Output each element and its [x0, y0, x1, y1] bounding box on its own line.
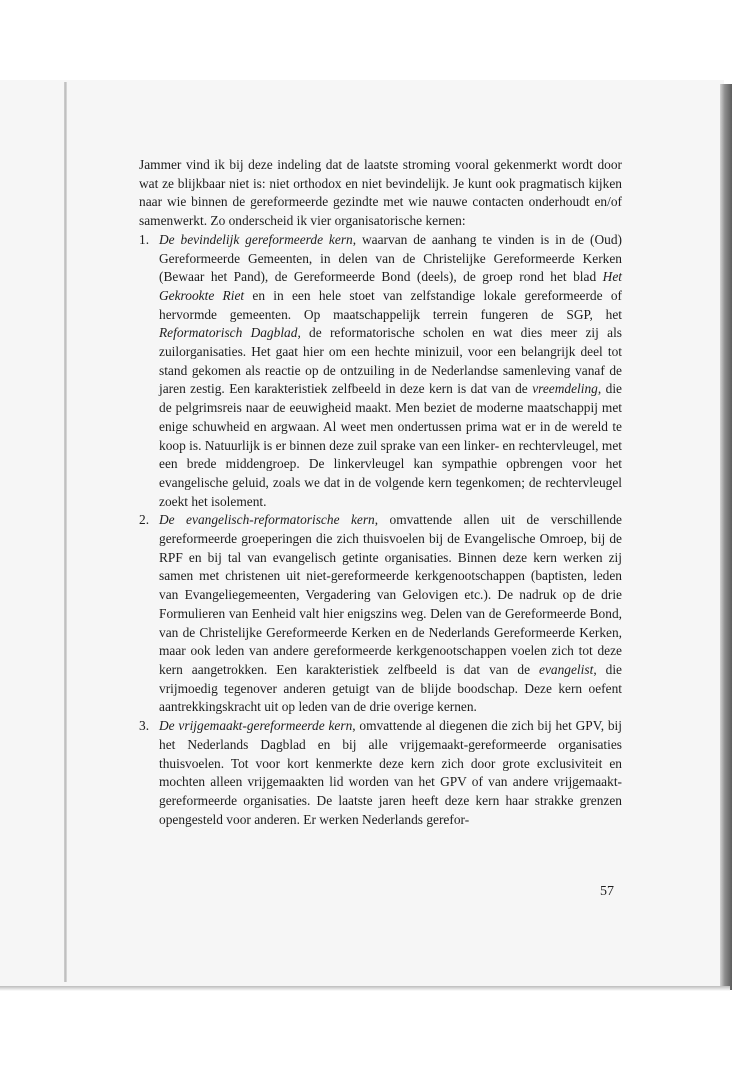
- kernen-list: [139, 231, 622, 830]
- page-spine-shadow: [64, 82, 67, 982]
- item-emphasis: Het Gekrookte Riet: [159, 269, 622, 303]
- page-edge-shadow: [720, 84, 732, 990]
- item-title: De bevindelijk gereformeerde kern: [159, 231, 353, 247]
- intro-paragraph: Jammer vind ik bij deze indeling dat de laatste stroming vooral gekenmerkt wordt door wat ze blijkbaar niet is: niet orthodox en niet bevindelijk. Je kunt ook pragmatisch kijken naar wie binnen de gereformeerde gezindte met wie nauwe contacten onderhoudt en/of samenwerkt. Zo onderscheid ik vier organisatorische kernen:: [139, 157, 622, 229]
- item-emphasis: vreemdeling: [532, 381, 598, 397]
- list-item: [139, 511, 622, 717]
- item-emphasis: evangelist: [539, 661, 594, 677]
- item-text: , die vrijmoedig tegenover anderen getuigt van de blijde boodschap. Deze kern oefent aantrekkingskracht uit op leden van de drie overige kernen.: [159, 661, 622, 715]
- item-text: , die de pelgrimsreis naar de eeuwigheid maakt. Men beziet de moderne maatschappij met enige schuwheid en argwaan. Al weet men ondertussen prima wat er in de wereld te koop is. Natuurlijk is er binnen deze zuil sprake van een linker- en rechtervleugel, met een brede middengroep. De linkervleugel kan sympathie opbrengen voor het evangelische geluid, zoals we dat in de volgende kern tegenkomen; de rechtervleugel zoekt het isolement.: [159, 381, 623, 509]
- list-number: 2.: [139, 512, 150, 528]
- item-text: , omvattende al diegenen die zich bij het GPV, bij het Nederlands Dagblad en bij alle vrijgemaakt-gereformeerde organisaties thuisvoelen. Tot voor kort kenmerkte deze kern zich door grote exclusiviteit en mochten alleen vrijgemaakten lid worden van het GPV of van andere vrijgemaakt-gereformeerde organisaties. De laatste jaren heeft deze kern haar strakke grenzen opengesteld voor anderen. Er werken Nederlands gerefor-: [159, 718, 622, 827]
- list-item: [139, 717, 622, 829]
- body-text: [139, 156, 622, 829]
- list-number: 3.: [139, 718, 150, 734]
- page-bottom-shadow: [0, 986, 730, 991]
- list-number: 1.: [139, 231, 150, 247]
- item-text: en in een hele stoet van zelfstandige lokale gereformeerde of hervormde gemeenten. Op maatschappelijk terrein fungeren de SGP, het: [159, 287, 622, 322]
- page-number: 57: [600, 884, 614, 899]
- item-title: De evangelisch-reformatorische kern: [159, 512, 375, 528]
- item-text: , de reformatorische scholen en wat dies meer zij als zuilorganisaties. Het gaat hier om een hechte minizuil, voor een belangrijk deel tot stand gekomen als reactie op de ontzuiling in de Nederlandse samenleving vanaf de jaren zestig. Een karakteristiek zelfbeeld in deze kern is dat van de: [159, 325, 622, 397]
- list-item: [139, 231, 622, 512]
- item-text: , waarvan de aanhang te vinden is in de (Oud) Gereformeerde Gemeenten, in delen van de Christelijke Gereformeerde Kerken (Bewaar het Pand), de Gereformeerde Bond (deels), de groep rond het blad: [159, 231, 622, 285]
- item-emphasis: Reformatorisch Dagblad: [159, 325, 298, 341]
- item-text: , omvattende allen uit de verschillende gereformeerde groeperingen die zich thuisvoelen bij de Evangelische Omroep, bij de RPF en bij tal van evangelisch getinte organisaties. Binnen deze kern werken zij samen met christenen uit niet-gereformeerde kerkgenootschappen (baptisten, leden van Evangeliegemeenten, Vergadering van Gelovigen etc.). De nadruk op de drie Formulieren van Eenheid valt hier enigszins weg. Delen van de Gereformeerde Bond, van de Christelijke Gereformeerde Kerken en de Nederlands Gereformeerde Kerken, maar ook leden van andere gereformeerde kerkgenootschappen voelen zich tot deze kern aangetrokken. Een karakteristiek zelfbeeld is dat van de: [159, 512, 622, 677]
- item-title: De vrijgemaakt-gereformeerde kern: [159, 718, 353, 734]
